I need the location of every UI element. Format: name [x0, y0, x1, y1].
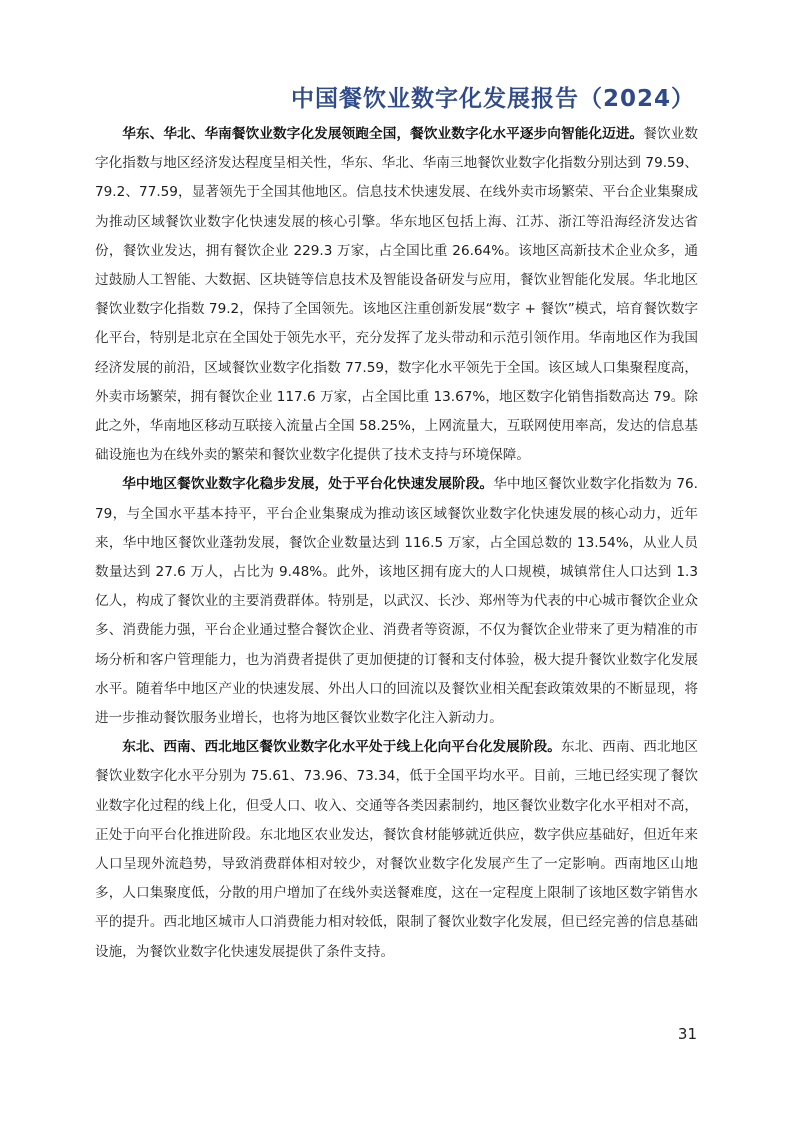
paragraph-east-north-south — [95, 120, 698, 470]
paragraph-lead: 华中地区餐饮业数字化稳步发展，处于平台化快速发展阶段。 — [122, 476, 494, 493]
paragraph-central-china — [95, 470, 698, 733]
page-number: 31 — [677, 1025, 697, 1043]
paragraph-northeast-southwest-northwest — [95, 733, 698, 967]
paragraph-text: 餐饮业数字化指数与地区经济发达程度呈相关性，华东、华北、华南三地餐饮业数字化指数分别达到 79.59、79.2、77.59，显著领先于全国其他地区。信息技术快速发展、在线外卖市场繁荣、平台企业集聚成为推动区域餐饮业数字化快速发展的核心引擎。华东地区包括上海、江苏、浙江等沿海经济发达省份，餐饮业发达，拥有餐饮企业 229.3 万家，占全国比重 26.64%。该地区高新技术企业众多，通过鼓励人工智能、大数据、区块链等信息技术及智能设备研发与应用，餐饮业智能化发展。华北地区餐饮业数字化指数 79.2，保持了全国领先。该地区注重创新发展“数字 + 餐饮”模式，培育餐饮数字化平台，特别是北京在全国处于领先水平，充分发挥了龙头带动和示范引领作用。华南地区作为我国经济发展的前沿，区域餐饮业数字化指数 77.59，数字化水平领先于全国。该区域人口集聚程度高，外卖市场繁荣，拥有餐饮企业 117.6 万家，占全国比重 13.67%，地区数字化销售指数高达 79。除此之外，华南地区移动互联接入流量占全国 58.25%，上网流量大，互联网使用率高，发达的信息基础设施也为在线外卖的繁荣和餐饮业数字化提供了技术支持与环境保障。 — [95, 126, 698, 464]
paragraph-lead: 东北、西南、西北地区餐饮业数字化水平处于线上化向平台化发展阶段。 — [122, 739, 561, 756]
paragraph-text: 东北、西南、西北地区餐饮业数字化水平分别为 75.61、73.96、73.34，低于全国平均水平。目前，三地已经实现了餐饮业数字化过程的线上化，但受人口、收入、交通等各类因素制约，地区餐饮业数字化水平相对不高，正处于向平台化推进阶段。东北地区农业发达，餐饮食材能够就近供应，数字供应基础好，但近年来人口呈现外流趋势，导致消费群体相对较少，对餐饮业数字化发展产生了一定影响。西南地区山地多，人口集聚度低，分散的用户增加了在线外卖送餐难度，这在一定程度上限制了该地区数字销售水平的提升。西北地区城市人口消费能力相对较低，限制了餐饮业数字化发展，但已经完善的信息基础设施，为餐饮业数字化快速发展提供了条件支持。 — [95, 739, 699, 960]
document-body — [95, 120, 698, 967]
page-header-title: 中国餐饮业数字化发展报告（2024） — [290, 86, 695, 112]
paragraph-text: 华中地区餐饮业数字化指数为 76.79，与全国水平基本持平，平台企业集聚成为推动该区域餐饮业数字化快速发展的核心动力，近年来，华中地区餐饮业蓬勃发展，餐饮企业数量达到 116.5 万家，占全国总数的 13.54%，从业人员数量达到 27.6 万人，占比为 9.48%。此外，该地区拥有庞大的人口规模，城镇常住人口达到 1.3 亿人，构成了餐饮业的主要消费群体。特别是，以武汉、长沙、郑州等为代表的中心城市餐饮企业众多、消费能力强，平台企业通过整合餐饮企业、消费者等资源，不仅为餐饮企业带来了更为精准的市场分析和客户管理能力，也为消费者提供了更加便捷的订餐和支付体验，极大提升餐饮业数字化发展水平。随着华中地区产业的快速发展、外出人口的回流以及餐饮业相关配套政策效果的不断显现，将进一步推动餐饮服务业增长，也将为地区餐饮业数字化注入新动力。 — [95, 476, 698, 727]
paragraph-lead: 华东、华北、华南餐饮业数字化发展领跑全国，餐饮业数字化水平逐步向智能化迈进。 — [122, 126, 644, 142]
